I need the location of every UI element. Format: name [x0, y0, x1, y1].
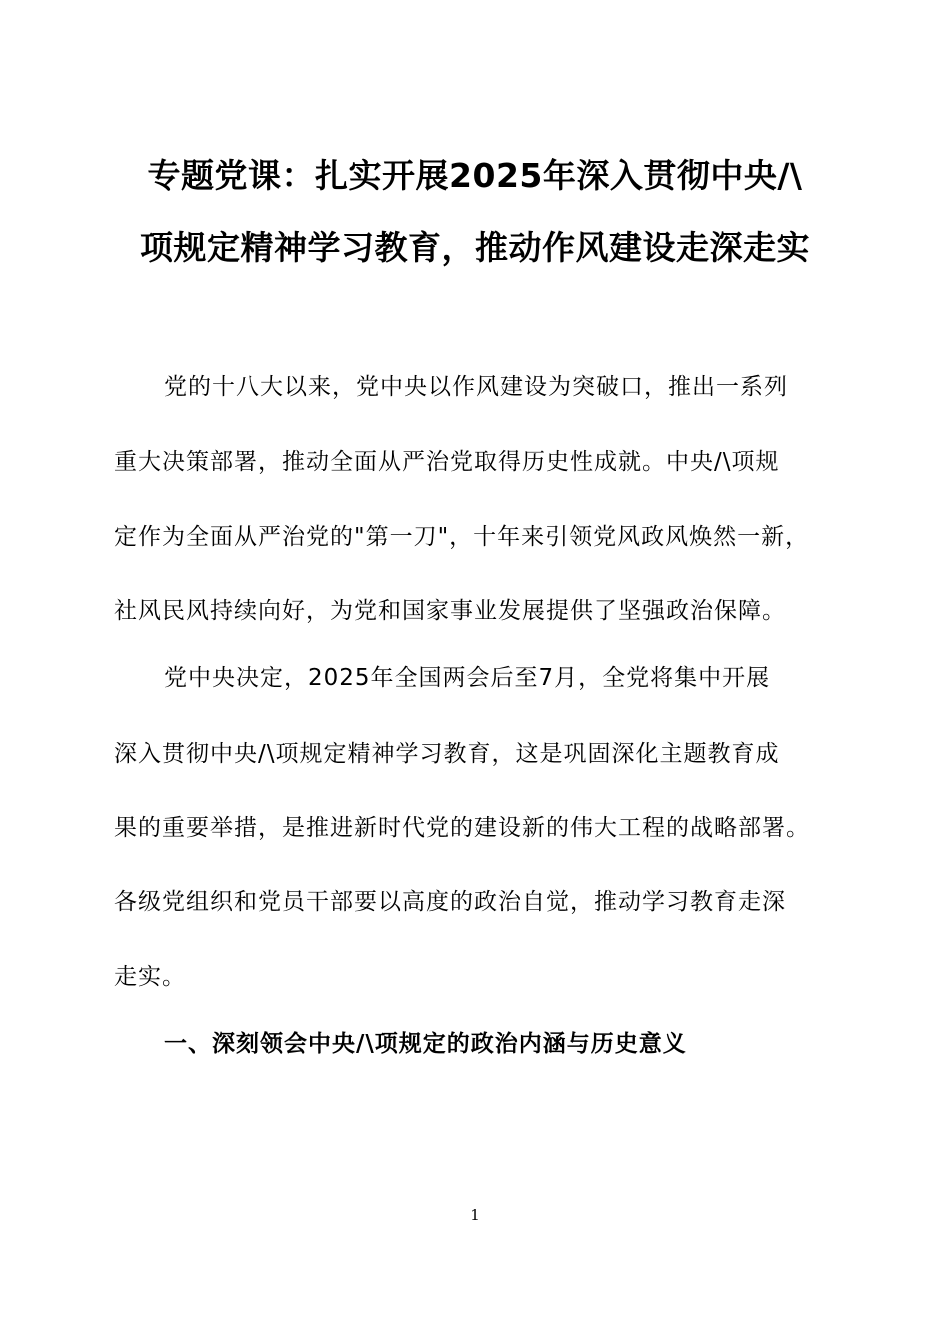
paragraph-1-line-3: 定作为全面从严治党的"第一刀"，十年来引领党风政风焕然一新，: [114, 524, 810, 550]
page-number: 1: [470, 1206, 480, 1224]
document-title-line-1: 专题党课：扎实开展2025年深入贯彻中央/\: [147, 156, 803, 195]
paragraph-1-line-1: 党的十八大以来，党中央以作风建设为突破口，推出一系列: [164, 374, 788, 400]
section-heading: 一、深刻领会中央/\项规定的政治内涵与历史意义: [164, 1031, 687, 1057]
document-title-line-2: 项规定精神学习教育，推动作风建设走深走实: [140, 228, 810, 267]
paragraph-1-line-4: 社风民风持续向好，为党和国家事业发展提供了坚强政治保障。: [114, 598, 786, 624]
paragraph-2-line-5: 走实。: [114, 964, 186, 990]
paragraph-2-line-3: 果的重要举措，是推进新时代党的建设新的伟大工程的战略部署。: [114, 815, 810, 841]
paragraph-2-line-4: 各级党组织和党员干部要以高度的政治自觉，推动学习教育走深: [114, 889, 786, 915]
paragraph-1-line-2: 重大决策部署，推动全面从严治党取得历史性成就。中央/\项规: [114, 449, 780, 475]
paragraph-2-line-1: 党中央决定，2025年全国两会后至7月，全党将集中开展: [164, 665, 771, 691]
paragraph-2-line-2: 深入贯彻中央/\项规定精神学习教育，这是巩固深化主题教育成: [114, 741, 780, 767]
